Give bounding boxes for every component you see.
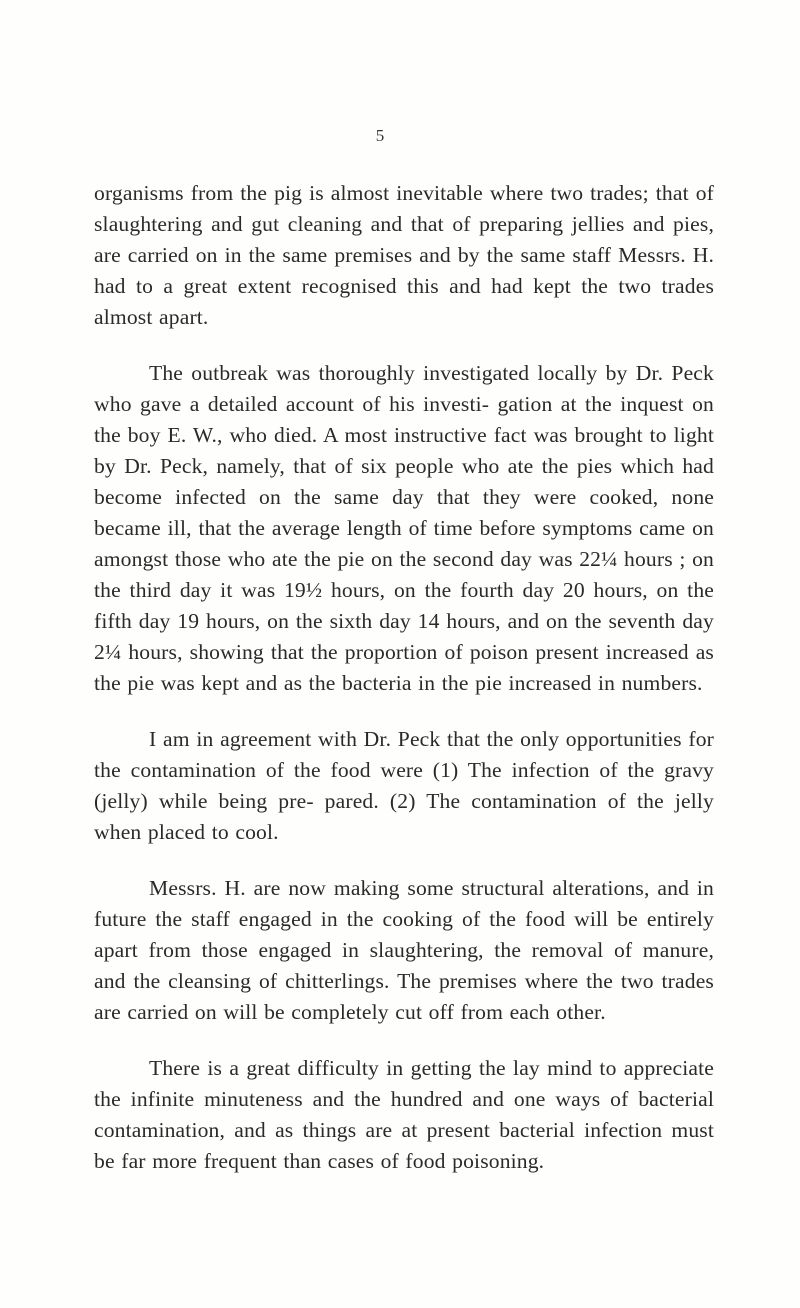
paragraph-structural-alterations: Messrs. H. are now making some structural alterations, and in future the staff engaged in the cooking of the food will be entirely apart from those engaged in slaughtering, the removal of manure, and the cleansing of chitterlings. The premises where the two trades are carried on will be completely cut off from each other. (94, 876, 714, 1024)
paragraph-outbreak-investigation: The outbreak was thoroughly investigated locally by Dr. Peck who gave a detailed account of his investi- gation at the inquest on the boy E. W., who died. A most instructive fact was brought to light by Dr. Peck, namely, that of six people who ate the pies which had become infected on the same day that they were cooked, none became ill, that the average length of time before symptoms came on amongst those who ate the pie on the second day was 22¼ hours ; on the third day it was 19½ hours, on the fourth day 20 hours, on the fifth day 19 hours, on the sixth day 14 hours, and on the seventh day 2¼ hours, showing that the proportion of poison present increased as the pie was kept and as the bacteria in the pie increased in numbers. (94, 361, 714, 695)
body-text (94, 178, 714, 1202)
paragraph-contamination-opportunities: I am in agreement with Dr. Peck that the only opportunities for the contamination of the food were (1) The infection of the gravy (jelly) while being pre- pared. (2) The contamination of the jelly when placed to cool. (94, 727, 714, 844)
paragraph-lay-mind-difficulty: There is a great difficulty in getting the lay mind to appreciate the infinite minuteness and the hundred and one ways of bacterial contamination, and as things are at present bacterial infection must be far more frequent than cases of food poisoning. (94, 1056, 714, 1173)
page-number: 5 (375, 126, 385, 145)
paragraph-continuation: organisms from the pig is almost inevitable where two trades; that of slaughtering and gut cleaning and that of preparing jellies and pies, are carried on in the same premises and by the same staff Messrs. H. had to a great extent recognised this and had kept the two trades almost apart. (94, 181, 714, 329)
